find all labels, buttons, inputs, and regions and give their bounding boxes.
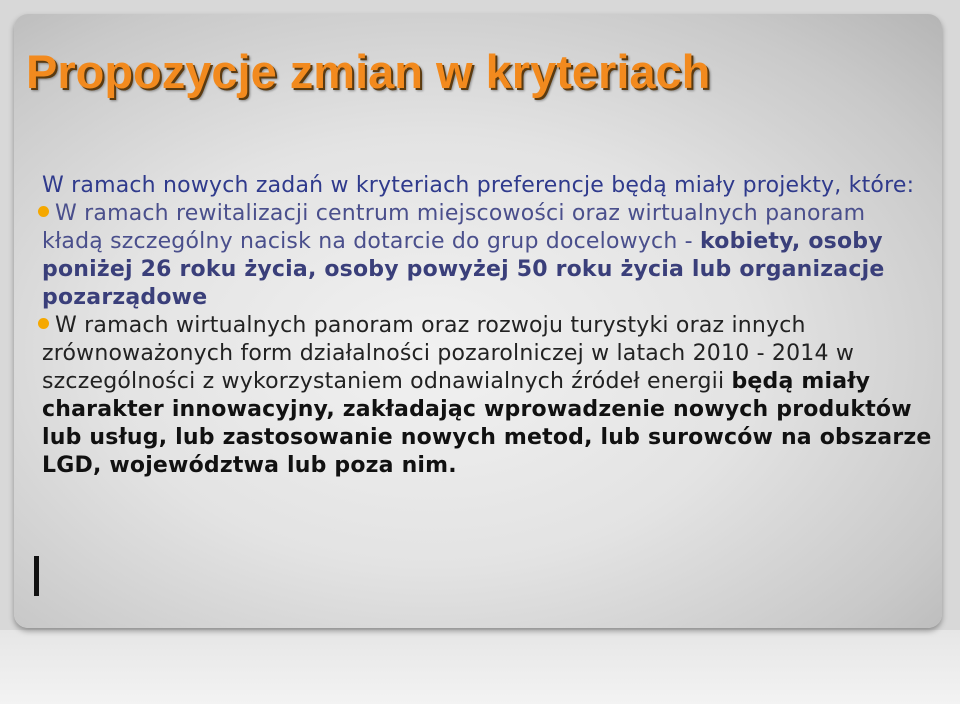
bullet-1-text: W ramach rewitalizacji centrum miejscowości oraz wirtualnych panoram kładą szczególny nacisk na dotarcie do grup docelowych - (42, 201, 866, 254)
bullet-item-1 (42, 200, 932, 312)
bullet-dot-icon (38, 206, 49, 217)
decorative-bar (34, 556, 39, 596)
slide-title: Propozycje zmian w kryteriach (26, 45, 711, 98)
slide-bottom-strip (0, 630, 960, 704)
bullet-2-text: W ramach wirtualnych panoram oraz rozwoju turystyki oraz innych zrównoważonych form działalności pozarolniczej w latach 2010 - 2014 w szczególności z wykorzystaniem odnawialnych źródeł energii (42, 313, 855, 394)
intro-text: W ramach nowych zadań w kryteriach preferencje będą miały projekty, które: (42, 173, 915, 198)
bullet-2-bold-text: będą miały charakter innowacyjny, zakładając wprowadzenie nowych produktów lub usług, lub zastosowanie nowych metod, lub surowców na obszarze LGD, województwa lub poza nim. (42, 369, 932, 478)
bullet-1-bold-text: kobiety, osoby poniżej 26 roku życia, osoby powyżej 50 roku życia lub organizacje pozarządowe (42, 229, 885, 310)
bullet-item-2 (42, 312, 932, 480)
slide-body (42, 172, 932, 480)
bullet-dot-icon (38, 318, 49, 329)
